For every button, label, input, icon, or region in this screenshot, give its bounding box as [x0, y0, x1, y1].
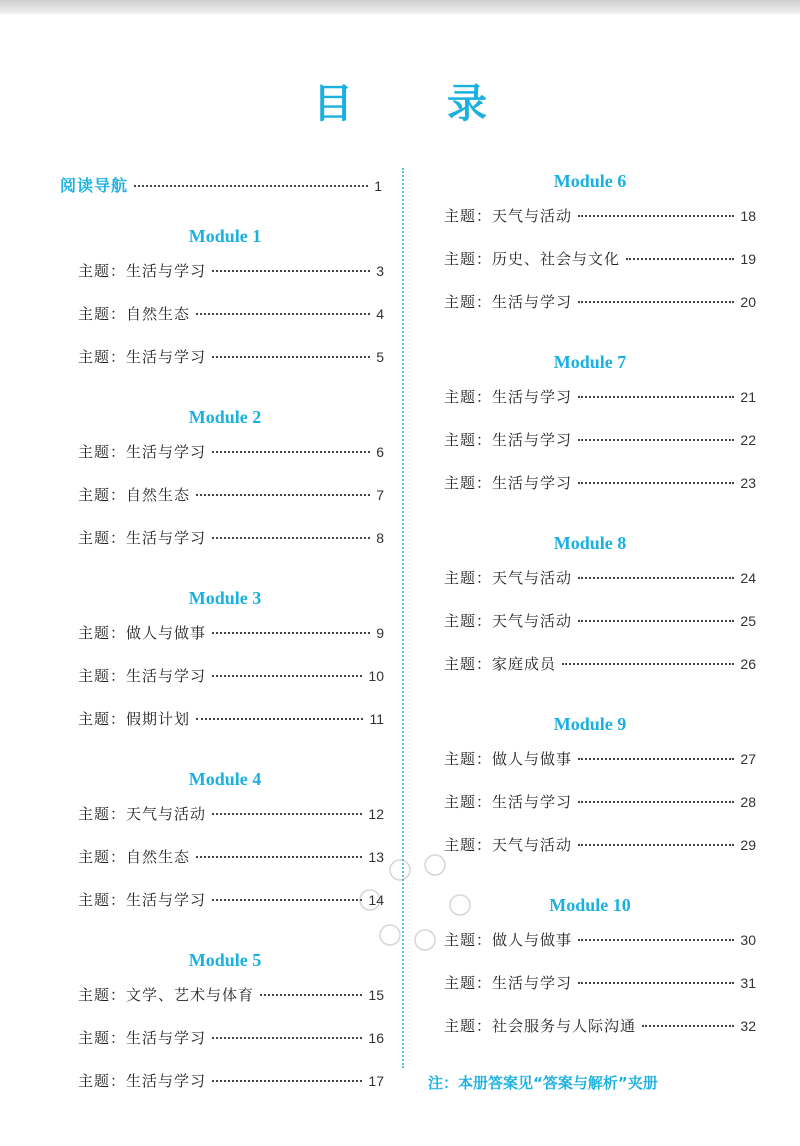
answer-note: 注：本册答案见“答案与解析”夹册 — [428, 1074, 658, 1092]
toc-page-number: 13 — [368, 849, 384, 865]
toc-entry[interactable] — [444, 791, 756, 812]
toc-page-number: 28 — [740, 794, 756, 810]
toc-entry-label: 主题：家庭成员 — [444, 655, 557, 673]
dot-leader — [196, 718, 363, 720]
toc-page-number: 16 — [368, 1030, 384, 1046]
page-title: 目 录 — [313, 81, 527, 127]
dot-leader — [212, 451, 370, 453]
toc-entry[interactable] — [78, 441, 384, 462]
toc-page-number: 24 — [740, 570, 756, 586]
toc-entry[interactable] — [444, 1015, 756, 1036]
toc-page-number: 29 — [740, 837, 756, 853]
toc-page-number: 32 — [740, 1018, 756, 1034]
toc-entry-label: 主题：文学、艺术与体育 — [78, 986, 255, 1004]
toc-entry-label: 主题：生活与学习 — [444, 431, 573, 449]
toc-entry-label: 主题：生活与学习 — [78, 443, 207, 461]
dot-leader — [196, 494, 370, 496]
toc-entry-label: 主题：自然生态 — [78, 305, 191, 323]
toc-entry-label: 主题：生活与学习 — [444, 388, 573, 406]
toc-page-number: 21 — [740, 389, 756, 405]
dot-leader — [212, 813, 362, 815]
dot-leader — [578, 844, 734, 846]
toc-page-number: 5 — [376, 349, 384, 365]
toc-entry-label: 主题：历史、社会与文化 — [444, 250, 621, 268]
dot-leader — [578, 396, 734, 398]
toc-entry[interactable] — [78, 889, 384, 910]
module-heading: Module 8 — [553, 533, 627, 553]
toc-entry[interactable] — [78, 846, 384, 867]
toc-entry-label: 主题：天气与活动 — [78, 805, 207, 823]
dot-leader — [260, 994, 362, 996]
dot-leader — [578, 620, 734, 622]
toc-entry-label: 主题：生活与学习 — [78, 1029, 207, 1047]
toc-entry[interactable] — [444, 748, 756, 769]
dot-leader — [578, 939, 734, 941]
toc-entry[interactable] — [444, 929, 756, 950]
toc-entry[interactable] — [78, 665, 384, 686]
page-top-border — [0, 0, 800, 14]
toc-entry[interactable] — [444, 386, 756, 407]
toc-page-number: 3 — [376, 263, 384, 279]
dot-leader — [578, 215, 734, 217]
dot-leader — [562, 663, 734, 665]
toc-entry[interactable] — [444, 567, 756, 588]
toc-page-number: 18 — [740, 208, 756, 224]
toc-entry-label: 主题：做人与做事 — [444, 750, 573, 768]
toc-entry-label: 主题：生活与学习 — [444, 474, 573, 492]
toc-entry-label: 主题：生活与学习 — [78, 529, 207, 547]
toc-entry-label: 主题：天气与活动 — [444, 207, 573, 225]
toc-entry-label: 主题：做人与做事 — [444, 931, 573, 949]
toc-entry-label: 主题：生活与学习 — [78, 262, 207, 280]
dot-leader — [212, 356, 370, 358]
toc-page-number: 22 — [740, 432, 756, 448]
toc-page-number: 27 — [740, 751, 756, 767]
module-heading: Module 10 — [549, 895, 631, 915]
dot-leader — [196, 856, 362, 858]
module-heading: Module 1 — [188, 226, 262, 246]
toc-entry-label: 主题：生活与学习 — [78, 1072, 207, 1090]
toc-page-number: 25 — [740, 613, 756, 629]
dot-leader — [626, 258, 734, 260]
dot-leader — [212, 632, 370, 634]
toc-page-number: 8 — [376, 530, 384, 546]
toc-entry[interactable] — [444, 472, 756, 493]
toc-entry[interactable] — [444, 205, 756, 226]
toc-entry[interactable] — [78, 622, 384, 643]
toc-entry-reading-guide[interactable] — [60, 173, 382, 196]
dot-leader — [134, 185, 368, 187]
module-heading: Module 7 — [553, 352, 627, 372]
dot-leader — [578, 982, 734, 984]
toc-page-number: 23 — [740, 475, 756, 491]
toc-page-number: 30 — [740, 932, 756, 948]
module-heading: Module 4 — [188, 769, 262, 789]
toc-page-number: 11 — [369, 711, 384, 727]
toc-entry-label: 主题：生活与学习 — [78, 348, 207, 366]
toc-entry[interactable] — [78, 1070, 384, 1091]
toc-page-number: 19 — [740, 251, 756, 267]
toc-page-number: 9 — [376, 625, 384, 641]
toc-entry-label: 主题：生活与学习 — [444, 974, 573, 992]
toc-page-number: 14 — [368, 892, 384, 908]
toc-page-number: 15 — [368, 987, 384, 1003]
dot-leader — [578, 758, 734, 760]
toc-entry[interactable] — [444, 610, 756, 631]
dot-leader — [578, 439, 734, 441]
dot-leader — [212, 1080, 362, 1082]
toc-page-number: 1 — [374, 178, 382, 194]
dot-leader — [212, 1037, 362, 1039]
toc-page-number: 12 — [368, 806, 384, 822]
toc-page-number: 20 — [740, 294, 756, 310]
dot-leader — [196, 313, 370, 315]
toc-entry[interactable] — [444, 429, 756, 450]
toc-entry-label: 主题：生活与学习 — [78, 667, 207, 685]
toc-entry-label: 主题：自然生态 — [78, 486, 191, 504]
toc-entry-label: 主题：生活与学习 — [444, 293, 573, 311]
toc-entry[interactable] — [444, 972, 756, 993]
toc-entry[interactable] — [78, 803, 384, 824]
toc-page-number: 26 — [740, 656, 756, 672]
module-heading: Module 5 — [188, 950, 262, 970]
toc-page-number: 7 — [376, 487, 384, 503]
toc-entry[interactable] — [78, 527, 384, 548]
toc-entry[interactable] — [78, 484, 384, 505]
toc-page-number: 6 — [376, 444, 384, 460]
toc-page-number: 31 — [740, 975, 756, 991]
dot-leader — [212, 675, 362, 677]
toc-entry-label: 主题：生活与学习 — [78, 891, 207, 909]
toc-entry[interactable] — [78, 303, 384, 324]
dot-leader — [212, 899, 362, 901]
toc-page-number: 4 — [376, 306, 384, 322]
toc-entry-label: 主题：天气与活动 — [444, 569, 573, 587]
toc-entry[interactable] — [78, 260, 384, 281]
dot-leader — [642, 1025, 734, 1027]
toc-entry[interactable] — [444, 653, 756, 674]
toc-entry[interactable] — [78, 708, 384, 729]
toc-entry[interactable] — [78, 984, 384, 1005]
toc-entry-label: 主题：假期计划 — [78, 710, 191, 728]
toc-entry-label: 主题：天气与活动 — [444, 836, 573, 854]
toc-entry-label: 主题：生活与学习 — [444, 793, 573, 811]
toc-page-number: 17 — [368, 1073, 384, 1089]
dot-leader — [212, 537, 370, 539]
toc-entry[interactable] — [444, 834, 756, 855]
toc-entry[interactable] — [444, 248, 756, 269]
module-heading: Module 2 — [188, 407, 262, 427]
module-heading: Module 6 — [553, 171, 627, 191]
toc-entry-label: 阅读导航 — [60, 176, 129, 195]
module-heading: Module 3 — [188, 588, 262, 608]
toc-entry-label: 主题：社会服务与人际沟通 — [444, 1017, 637, 1035]
toc-entry-label: 主题：做人与做事 — [78, 624, 207, 642]
dot-leader — [578, 301, 734, 303]
dot-leader — [578, 482, 734, 484]
toc-entry-label: 主题：自然生态 — [78, 848, 191, 866]
toc-entry[interactable] — [444, 291, 756, 312]
module-heading: Module 9 — [553, 714, 627, 734]
toc-entry-label: 主题：天气与活动 — [444, 612, 573, 630]
toc-entry[interactable] — [78, 346, 384, 367]
dot-leader — [578, 577, 734, 579]
dot-leader — [578, 801, 734, 803]
dot-leader — [212, 270, 370, 272]
toc-page-number: 10 — [368, 668, 384, 684]
toc-entry[interactable] — [78, 1027, 384, 1048]
column-divider — [402, 168, 404, 1068]
